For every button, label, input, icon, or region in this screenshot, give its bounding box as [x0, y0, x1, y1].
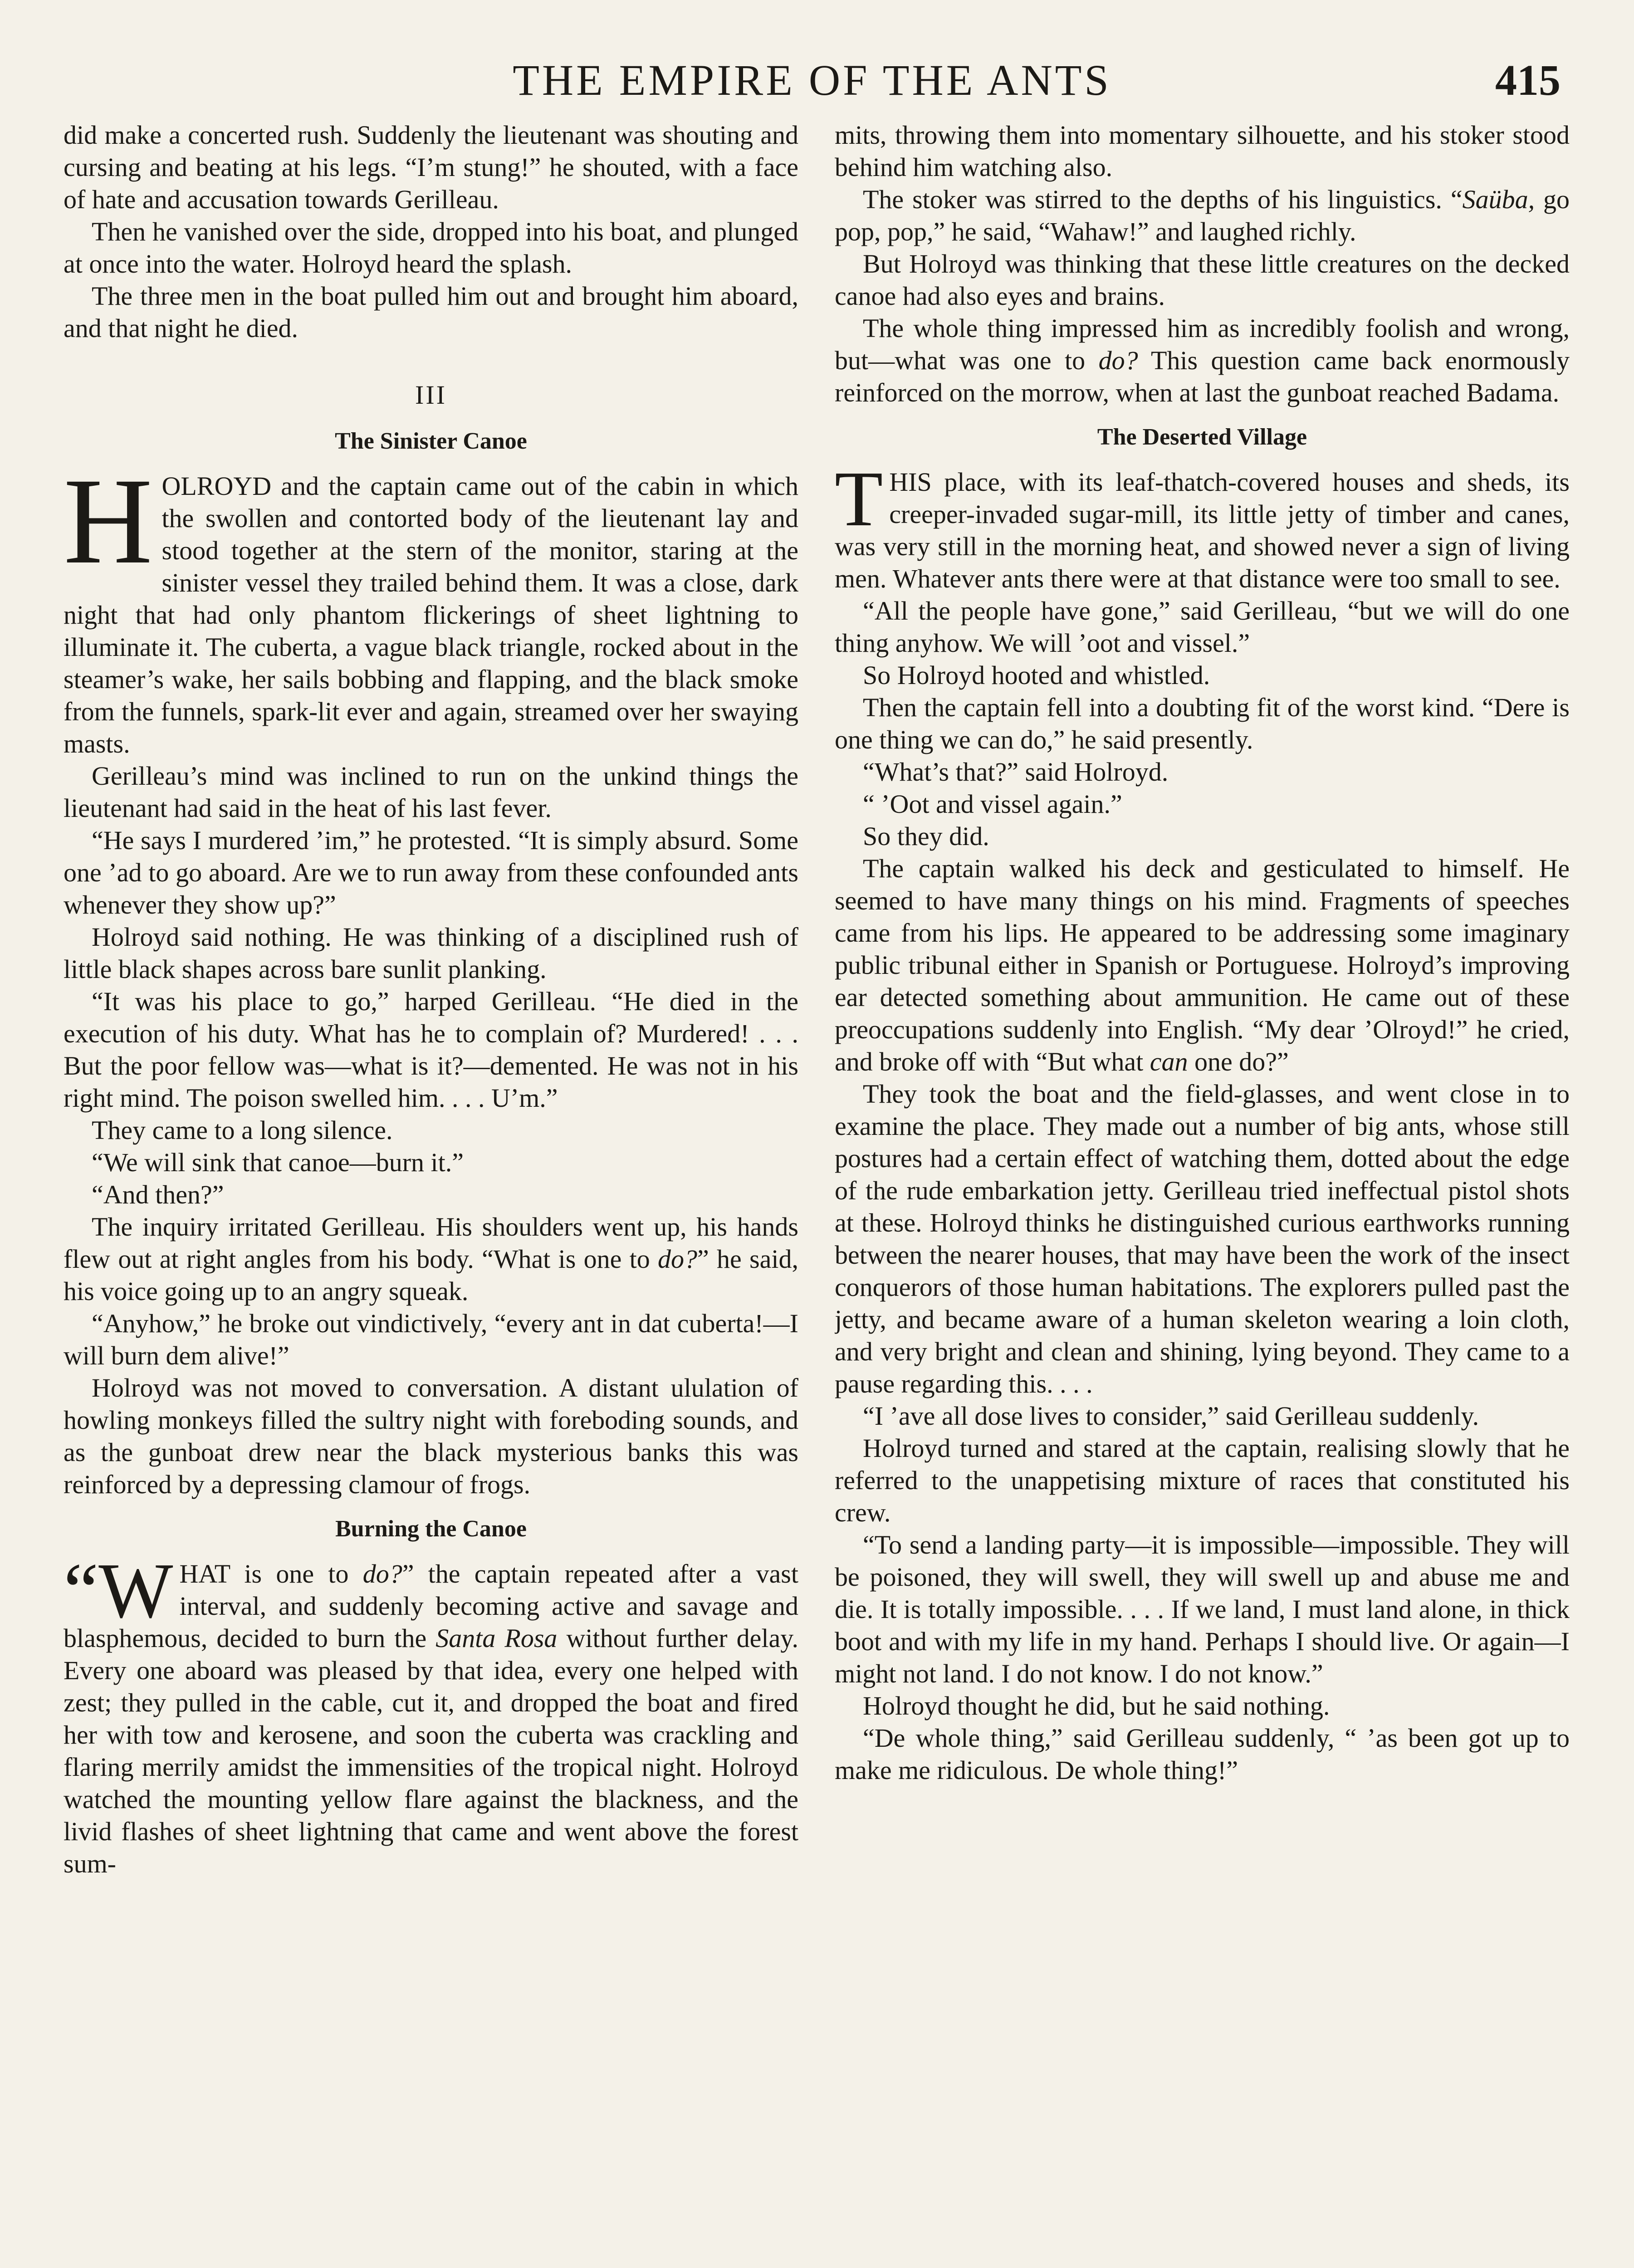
section-title-burning-canoe: Burning the Canoe [335, 1516, 527, 1542]
text-run: HAT is one to [179, 1559, 363, 1589]
section-title-sinister-canoe: The Sinister Canoe [335, 428, 527, 454]
italic-run: Santa Rosa [435, 1623, 558, 1653]
italic-run: do? [658, 1244, 698, 1274]
italic-run: do? [362, 1559, 402, 1589]
drop-cap: T [835, 455, 883, 543]
running-title: THE EMPIRE OF THE ANTS [513, 56, 1111, 104]
part-number: III [415, 380, 447, 410]
drop-cap: “W [64, 1547, 173, 1634]
italic-run: Saüba, [1462, 185, 1535, 214]
text-run: The whole thing impressed him as incredibly foolish and wrong, but—what was one to [835, 313, 1570, 375]
paragraph-text: HIS place, with its leaf-thatch-covered houses and sheds, its creeper-invaded sugar-mill, its little jetty of timber and canes, was very still in the morning heat, and showed never a sign of living men. Whatever ants there were at that distance were too small to see. [835, 467, 1570, 593]
text-run: The stoker was stirred to the depths of his linguistics. “ [863, 185, 1463, 214]
drop-cap: H [64, 453, 153, 589]
section-title-deserted-village: The Deserted Village [1097, 424, 1307, 450]
paragraph: “To send a landing party—it is impossible—impossible. They will be poisoned, they will swell, they will swell up and abuse me and die. It is totally impossible. . . . If we land, I must land alone, in thick boot and with my life in my hand. Perhaps I should live. Or again—I might not land. I do not know. I do not know.” [835, 1530, 1570, 1688]
paragraph [835, 183, 1570, 248]
paragraph: “And then?” [92, 1180, 224, 1209]
paragraph: Holroyd thought he did, but he said nothing. [863, 1691, 1330, 1721]
paragraph: “Anyhow,” he broke out vindictively, “every ant in dat cuberta!—I will burn dem alive!” [64, 1309, 798, 1370]
paragraph [835, 455, 1570, 595]
paragraph: “ ’Oot and vissel again.” [863, 789, 1122, 819]
paragraph: “He says I murdered ’im,” he protested. “It is simply absurd. Some one ’ad to go aboard. Are we to run away from these confounded ants whenever they show up?” [64, 826, 798, 919]
paragraph [64, 1547, 798, 1880]
paragraph: Then the captain fell into a doubting fit of the worst kind. “Dere is one thing we can do,” he said presently. [835, 693, 1570, 754]
text-run: one do?” [1188, 1047, 1289, 1076]
page-number: 415 [1495, 56, 1561, 104]
paragraph [64, 453, 798, 760]
paragraph: “What’s that?” said Holroyd. [863, 757, 1169, 787]
left-column [64, 119, 798, 2268]
text-run: ” the captain repeated after a vast interval, and suddenly becoming active and savage and blasphemous, decided to burn the [64, 1559, 798, 1653]
right-column [835, 119, 1570, 2268]
paragraph: Holroyd was not moved to conversation. A distant ululation of howling monkeys filled the sultry night with foreboding sounds, and as the gunboat drew near the black mysterious banks this was reinforced by a depressing clamour of frogs. [64, 1373, 798, 1499]
paragraph: So they did. [863, 821, 989, 851]
text-run: without further delay. Every one aboard was pleased by that idea, every one helped with zest; they pulled in the cable, cut it, and dropped the boat and fired her with tow and kerosene, and soon the cuberta was crackling and flaring merrily amidst the immensities of the tropical night. Holroyd watched the mounting yellow flare against the blackness, and the livid flashes of sheet lightning that came and went above the forest sum- [64, 1623, 798, 1878]
paragraph-text: OLROYD and the captain came out of the cabin in which the swollen and contorted body of the lieutenant lay and stood together at the stern of the monitor, staring at the sinister vessel they trailed behind them. It was a close, dark night that had only phantom flickerings of sheet lightning to illuminate it. The cuberta, a vague black triangle, rocked about in the steamer’s wake, her sails bobbing and flapping, and the black smoke from the funnels, spark-lit ever and again, streamed over her swaying masts. [64, 471, 798, 758]
paragraph: They came to a long silence. [92, 1115, 393, 1145]
paragraph: “I ’ave all dose lives to consider,” said Gerilleau suddenly. [863, 1401, 1479, 1431]
running-head [54, 51, 1570, 110]
paragraph: They took the boat and the field-glasses, and went close in to examine the place. They made out a number of big ants, whose still postures had a certain effect of watching them, dotted about the edge of the rude embarkation jetty. Gerilleau tried ineffectual pistol shots at these. Holroyd thinks he distinguished curious earthworks running between the nearer houses, that may have been the work of the insect conquerors of those human habitations. The explorers pulled past the jetty, and became aware of a human skeleton wearing a loin cloth, and very bright and clean and shining, lying beyond. They came to a pause regarding this. . . . [835, 1079, 1570, 1398]
paragraph: “De whole thing,” said Gerilleau suddenly, “ ’as been got up to make me ridiculous. De whole thing!” [835, 1723, 1570, 1785]
paragraph: “We will sink that canoe—burn it.” [92, 1148, 464, 1177]
paragraph [835, 312, 1570, 409]
paragraph: Holroyd turned and stared at the captain, realising slowly that he referred to the unappetising mixture of races that constituted his crew. [835, 1433, 1570, 1527]
italic-run: can [1150, 1047, 1188, 1076]
paragraph: Holroyd said nothing. He was thinking of a disciplined rush of little black shapes across bare sunlit planking. [64, 922, 798, 984]
paragraph: did make a concerted rush. Suddenly the lieutenant was shouting and cursing and beating at his legs. “I’m stung!” he shouted, with a face of hate and accusation towards Gerilleau. [64, 120, 798, 214]
paragraph: “All the people have gone,” said Gerilleau, “but we will do one thing anyhow. We will ’oot and vissel.” [835, 596, 1570, 658]
paragraph: mits, throwing them into momentary silhouette, and his stoker stood behind him watching also. [835, 120, 1570, 182]
paragraph: Then he vanished over the side, dropped into his boat, and plunged at once into the water. Holroyd heard the splash. [64, 217, 798, 279]
text-run: go pop, pop,” he said, “Wahaw!” and laughed richly. [835, 185, 1570, 246]
paragraph: Gerilleau’s mind was inclined to run on the unkind things the lieutenant had said in the heat of his last fever. [64, 761, 798, 823]
paragraph [64, 1211, 798, 1307]
text-run: ” he said, his voice going up to an angry squeak. [64, 1244, 798, 1306]
paragraph: But Holroyd was thinking that these little creatures on the decked canoe had also eyes and brains. [835, 249, 1570, 311]
paragraph: So Holroyd hooted and whistled. [863, 660, 1210, 690]
text-run: This question came back enormously reinforced on the morrow, when at last the gunboat reached Badama. [835, 346, 1570, 407]
paragraph: The three men in the boat pulled him out and brought him aboard, and that night he died. [64, 281, 798, 343]
text-run: The captain walked his deck and gesticulated to himself. He seemed to have many things on his mind. Fragments of speeches came from his lips. He appeared to be addressing some imaginary public tribunal either in Spanish or Portuguese. Holroyd’s improving ear detected something about ammunition. He came out of these preoccupations suddenly into English. “My dear ’Olroyd!” he cried, and broke off with “But what [835, 854, 1570, 1076]
italic-run: do? [1098, 346, 1138, 375]
paragraph [835, 852, 1570, 1078]
paragraph: “It was his place to go,” harped Gerilleau. “He died in the execution of his duty. What has he to complain of? Murdered! . . . But the poor fellow was—what is it?—demented. He was not in his right mind. The poison swelled him. . . . U’m.” [64, 987, 798, 1113]
text-run: The inquiry irritated Gerilleau. His shoulders went up, his hands flew out at right angles from his body. “What is one to [64, 1212, 798, 1274]
